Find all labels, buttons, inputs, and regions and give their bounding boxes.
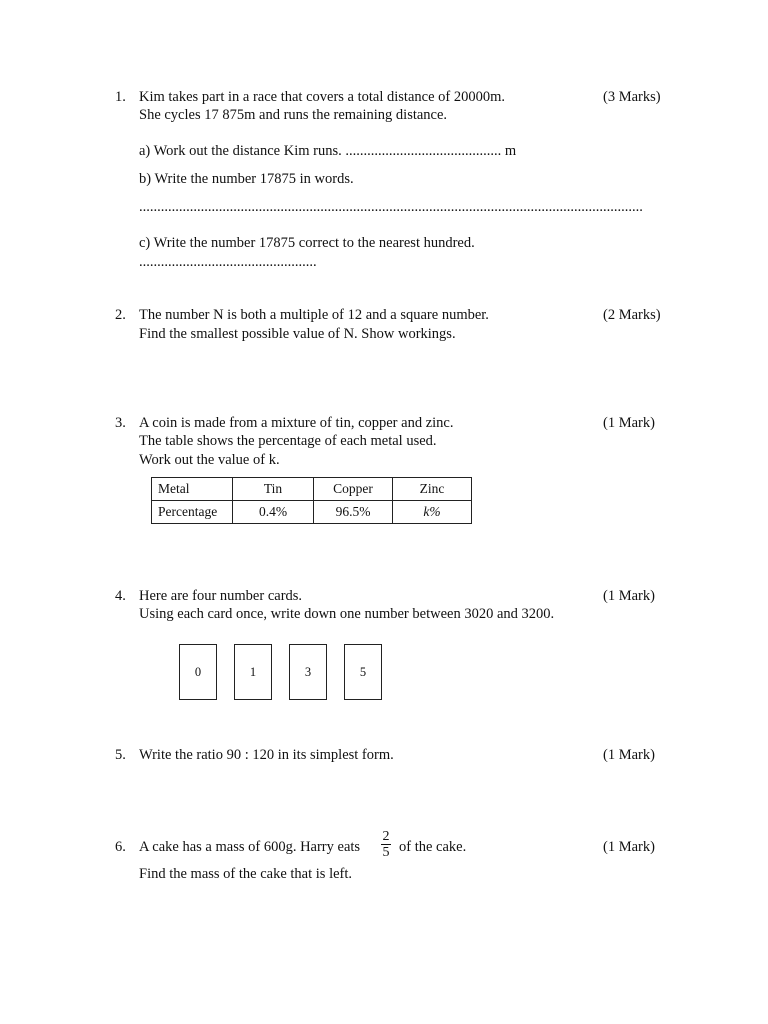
metal-percentage-table: [151, 477, 472, 524]
question-6-marks: (1 Mark): [603, 839, 655, 855]
question-5-line-1: Write the ratio 90 : 120 in its simplest form.: [139, 747, 394, 763]
question-2-marks: (2 Marks): [603, 307, 661, 323]
question-2-line-1: The number N is both a multiple of 12 and a square number.: [139, 307, 489, 323]
table-header-cell: Zinc: [393, 478, 472, 501]
question-1-line-1: Kim takes part in a race that covers a total distance of 20000m.: [139, 89, 505, 105]
question-6-line-1a: A cake has a mass of 600g. Harry eats: [139, 839, 361, 855]
question-3-marks: (1 Mark): [603, 415, 655, 431]
question-1-marks: (3 Marks): [603, 89, 661, 105]
question-4-line-2: Using each card once, write down one number between 3020 and 3200.: [139, 606, 555, 622]
question-1-part-c: c) Write the number 17875 correct to the nearest hundred.: [139, 235, 475, 251]
fraction-denominator: 5: [382, 845, 390, 860]
question-1-part-c-answer-line: .................................................: [139, 254, 317, 270]
question-1-part-a: a) Work out the distance Kim runs. ........................................... m: [139, 143, 517, 159]
number-card: 1: [234, 644, 272, 700]
question-4-marks: (1 Mark): [603, 588, 655, 604]
question-2-line-2: Find the smallest possible value of N. Show workings.: [139, 326, 456, 342]
question-1-part-b-answer-line: ...........................................................................................................................................: [139, 199, 643, 215]
question-3-line-1: A coin is made from a mixture of tin, copper and zinc.: [139, 415, 454, 431]
question-number-2: 2.: [115, 307, 126, 323]
table-header-cell: Copper: [314, 478, 393, 501]
question-5-marks: (1 Mark): [603, 747, 655, 763]
number-card: 0: [179, 644, 217, 700]
question-number-6: 6.: [115, 839, 126, 855]
question-number-5: 5.: [115, 747, 126, 763]
table-row: [152, 501, 472, 524]
question-number-1: 1.: [115, 89, 126, 105]
table-header-cell: Metal: [152, 478, 233, 501]
table-row: [152, 478, 472, 501]
question-1-line-2: She cycles 17 875m and runs the remaining distance.: [139, 107, 448, 123]
question-4-line-1: Here are four number cards.: [139, 588, 303, 604]
table-cell: 0.4%: [233, 501, 314, 524]
fraction-numerator: 2: [382, 829, 390, 844]
question-3-line-3: Work out the value of k.: [139, 452, 280, 468]
number-card: 3: [289, 644, 327, 700]
table-cell: k%: [393, 501, 472, 524]
table-cell: Percentage: [152, 501, 233, 524]
question-6-line-1b: of the cake.: [399, 839, 467, 855]
fraction: [379, 829, 393, 860]
question-number-3: 3.: [115, 415, 126, 431]
question-3-line-2: The table shows the percentage of each metal used.: [139, 433, 437, 449]
question-6-line-2: Find the mass of the cake that is left.: [139, 866, 353, 882]
question-1-part-b: b) Write the number 17875 in words.: [139, 171, 354, 187]
number-card: 5: [344, 644, 382, 700]
table-cell: 96.5%: [314, 501, 393, 524]
question-number-4: 4.: [115, 588, 126, 604]
table-header-cell: Tin: [233, 478, 314, 501]
